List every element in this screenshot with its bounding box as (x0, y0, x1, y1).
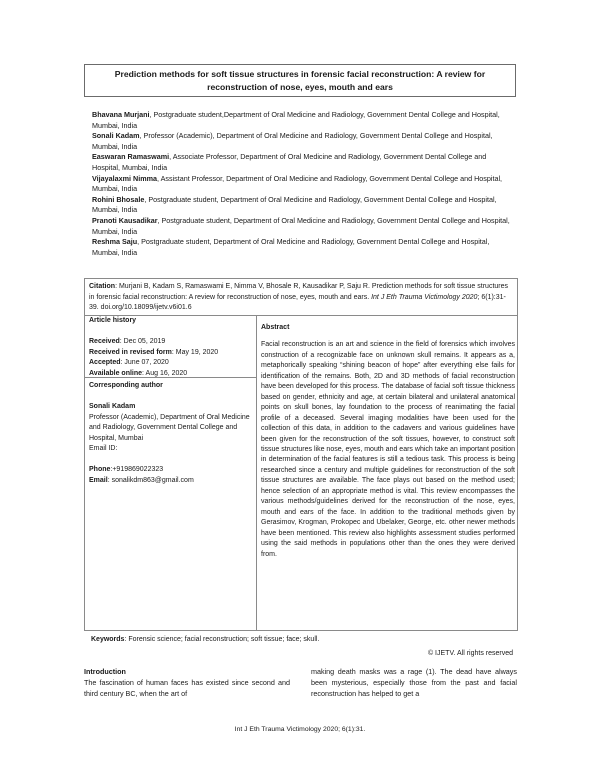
citation (89, 282, 513, 314)
corresponding-author-email-id: Email ID: (89, 445, 118, 452)
author-affiliation: , Postgraduate student,Department of Oral Medicine and Radiology, Government Dental College and Hospital, Mumbai, India (92, 110, 500, 130)
online-date: Available online: Aug 16, 2020 (89, 369, 188, 377)
column-divider (256, 315, 257, 630)
author-affiliation: , Postgraduate student, Department of Oral Medicine and Radiology, Government Dental College and Hospital, Mumbai, India (92, 194, 497, 215)
keywords-section (84, 632, 518, 659)
author-name: Rohini Bhosale (92, 194, 145, 204)
corresponding-author-heading: Corresponding author (89, 382, 163, 389)
page-footer: Int J Eth Trauma Victimology 2020; 6(1):31. (234, 726, 366, 733)
corresponding-author-email: Email: sonalikdm863@gmail.com (89, 476, 194, 484)
citation-journal: Int J Eth Trauma Victimology 2020 (371, 293, 478, 301)
title-box (84, 64, 516, 97)
author-entry (92, 216, 514, 237)
introduction-right-column (311, 667, 517, 699)
author-entry (92, 237, 514, 258)
revised-date: Received in revised form: May 19, 2020 (89, 348, 219, 356)
author-name: Bhavana Murjani (92, 110, 150, 119)
author-entry (92, 110, 514, 131)
abstract-section (261, 316, 515, 560)
article-info-box (84, 278, 518, 631)
author-entry (92, 152, 514, 173)
keywords-text: : Forensic science; facial reconstruction; soft tissue; face; skull. (124, 636, 320, 643)
introduction-heading: Introduction (84, 667, 126, 676)
citation-label: Citation (89, 283, 116, 290)
paper-title: Prediction methods for soft tissue structures in forensic facial reconstruction: A review for reconstruction of nose, eyes, mouth and ears (114, 69, 486, 92)
introduction-left-column (84, 667, 290, 699)
author-name: Vijayalaxmi Nimma (92, 173, 157, 183)
author-affiliation: , Postgraduate student, Department of Oral Medicine and Radiology, Government Dental College and Hospital, Mumbai, India (92, 237, 490, 257)
author-affiliation: , Professor (Academic), Department of Oral Medicine and Radiology, Government Dental College and Hospital, Mumbai, India (92, 131, 493, 151)
author-name: Pranoti Kausadikar (92, 215, 158, 225)
author-entry (92, 174, 514, 195)
citation-text: : Murjani B, Kadam S, Ramaswami E, Nimma V, Bhosale R, Kausadikar P, Saju R. Prediction methods for soft tissue structures in forensic facial reconstruction: A review for reconstruction of nose, eyes, mouth and ears. (89, 283, 509, 301)
accepted-date: Accepted: June 07, 2020 (89, 359, 169, 366)
author-list (92, 110, 514, 258)
keywords (84, 632, 518, 645)
corresponding-author-address: Professor (Academic), Department of Oral Medicine and Radiology, Government Dental College and Hospital, Mumbai (89, 413, 250, 442)
article-sidebar (89, 316, 253, 486)
citation-doi: ; 6(1):31-39. doi.org/10.18099/ijetv.v6i01.6 (89, 293, 506, 311)
author-name: Sonali Kadam (92, 131, 140, 141)
article-history-heading: Article history (89, 317, 137, 324)
author-name: Easwaran Ramaswami (92, 152, 170, 162)
author-affiliation: , Postgraduate student, Department of Oral Medicine and Radiology, Government Dental College and Hospital, Mumbai, India (92, 215, 510, 236)
received-date: Received: Dec 05, 2019 (89, 338, 166, 345)
corresponding-author-phone: Phone:+919869022323 (89, 466, 164, 473)
abstract-text: Facial reconstruction is an art and science in the field of forensics which involves construction of a recognizable face on unknown skull remains. It appears as a, metaphorically speaking “shining beacon of hope” after everything else fails for identification of the remains. Both, 2D and 3D methods of facial reconstruction have been developed for this process. The database of facial soft tissue thickness based on gender, ethnicity and age, at certain bilateral and unilateral anatomical points on skull bones, lay foundation to the process of reanimating the facial profile of a deceased. Several imaging modalities have been used for the collection of this data, in addition to the cadavers and various guidelines have been given for the reconstruction of the soft tissues, however, to construct soft tissue structures like nose, eyes, mouth and ears which take an important position in determination of the facial features is still a tedious task. This process is being researched since a century and multiple guidelines for reconstruction of the soft tissue structures are available. The face plays out based on the method used; hence selection of an appropriate method is vital. This review encompasses the various methods/guidelines derived for the reconstruction of the nose, eyes, mouth and ears of the face. In addition to the traditional methods given by Gerasimov, Krogman, Prokopec and Ubelaker, George, etc. other newer methods have been mentioned. This review also highlights assessment studies performed using the said methods in populations other than the ones they were derived from. (261, 341, 515, 558)
copyright-notice: © IJETV. All rights reserved (427, 650, 513, 657)
keywords-label: Keywords (91, 636, 125, 643)
introduction-text-right: making death masks was a rage (1). The dead have always been mysterious, especially those from the past and facial reconstruction has helped to get a (311, 667, 517, 698)
abstract-heading: Abstract (261, 324, 290, 331)
author-affiliation: , Associate Professor, Department of Oral Medicine and Radiology, Government Dental College and Hospital, Mumbai, India (92, 152, 487, 172)
corresponding-author-name: Sonali Kadam (89, 403, 136, 410)
author-affiliation: , Assistant Professor, Department of Oral Medicine and Radiology, Government Dental College and Hospital, Mumbai, India (92, 173, 503, 194)
author-entry (92, 131, 514, 152)
author-entry (92, 195, 514, 216)
author-name: Reshma Saju (92, 237, 138, 247)
introduction-text-left: The fascination of human faces has existed since second and third century BC, when the art of (84, 677, 290, 698)
